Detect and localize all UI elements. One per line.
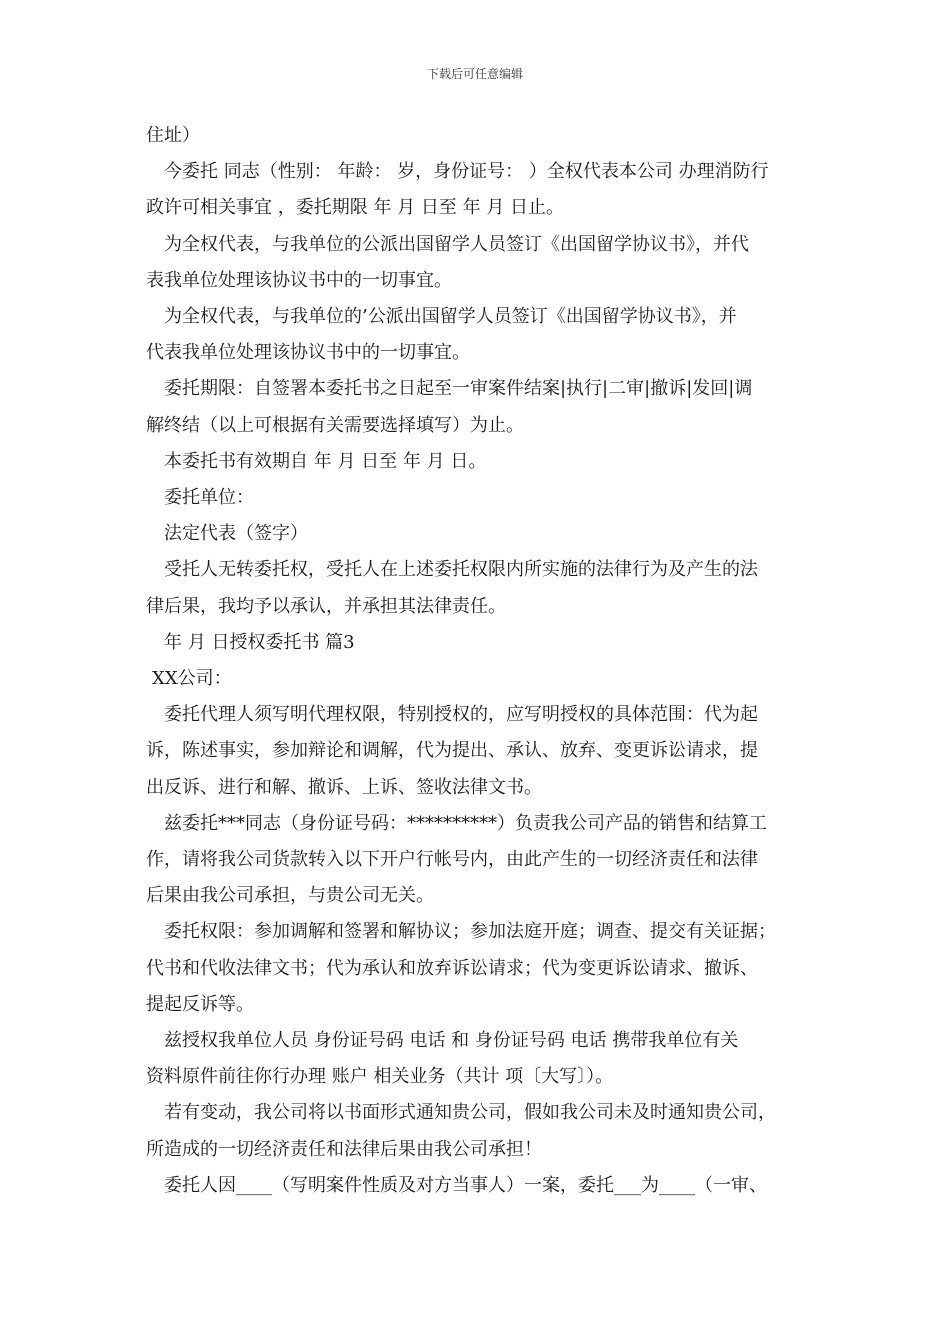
document-line: 委托单位： [164,487,254,509]
document-body [146,118,810,1204]
document-line: 诉，陈述事实，参加辩论和调解，代为提出、承认、放弃、变更诉讼请求，提 [146,740,758,762]
document-line: 本委托书有效期自 年 月 日至 年 月 日。 [164,450,487,472]
document-line: 政许可相关事宜 ，委托期限 年 月 日至 年 月 日止。 [146,197,565,219]
document-line: 委托期限：自签署本委托书之日起至一审案件结案|执行|二审|撤诉|发回|调 [164,378,753,400]
document-line: 代表我单位处理该协议书中的一切事宜。 [146,342,470,364]
document-line: 委托代理人须写明代理权限，特别授权的，应写明授权的具体范围：代为起 [164,704,758,726]
document-line: 提起反诉等。 [146,993,254,1015]
document-line: 资料原件前往你行办理 账户 相关业务（共计 项〔大写〕）。 [146,1066,614,1088]
document-line: 律后果，我均予以承认，并承担其法律责任。 [146,595,506,617]
document-line: 作，请将我公司货款转入以下开户行帐号内，由此产生的一切经济责任和法律 [146,849,758,871]
document-line: 出反诉、进行和解、撤诉、上诉、签收法律文书。 [146,776,542,798]
document-line: 今委托 同志（性别： 年龄： 岁，身份证号： ）全权代表本公司 办理消防行 [164,161,769,183]
document-line: 受托人无转委托权，受托人在上述委托权限内所实施的法律行为及产生的法 [164,559,758,581]
document-line: 所造成的一切经济责任和法律后果由我公司承担！ [146,1138,542,1160]
document-line: 解终结（以上可根据有关需要选择填写）为止。 [146,414,524,436]
document-line: 若有变动，我公司将以书面形式通知贵公司，假如我公司未及时通知贵公司， [164,1102,776,1124]
document-line: 代书和代收法律文书；代为承认和放弃诉讼请求；代为变更诉讼请求、撤诉、 [146,957,758,979]
document-line: 兹授权我单位人员 身份证号码 电话 和 身份证号码 电话 携带我单位有关 [164,1030,739,1052]
document-line: 住址） [146,125,200,146]
page-header: 下载后可任意编辑 [426,67,523,81]
document-line: 兹委托***同志（身份证号码：**********）负责我公司产品的销售和结算工 [164,812,767,834]
document-line: 法定代表（签字） [164,523,308,545]
document-line: 为全权代表，与我单位的公派出国留学人员签订《出国留学协议书》，并代 [164,233,749,255]
document-line: 委托权限：参加调解和签署和解协议；参加法庭开庭；调查、提交有关证据； [164,921,776,943]
document-line: 表我单位处理该协议书中的一切事宜。 [146,269,452,291]
document-line: 年 月 日授权委托书 篇3 [164,631,355,653]
document-line: XX公司： [152,668,232,690]
document-line: 委托人因____（写明案件性质及对方当事人）一案，委托___为____（一审、 [164,1174,767,1196]
document-line: 为全权代表，与我单位的’公派出国留学人员签订《出国留学协议书》，并 [164,306,737,328]
document-line: 后果由我公司承担，与贵公司无关。 [146,885,434,907]
